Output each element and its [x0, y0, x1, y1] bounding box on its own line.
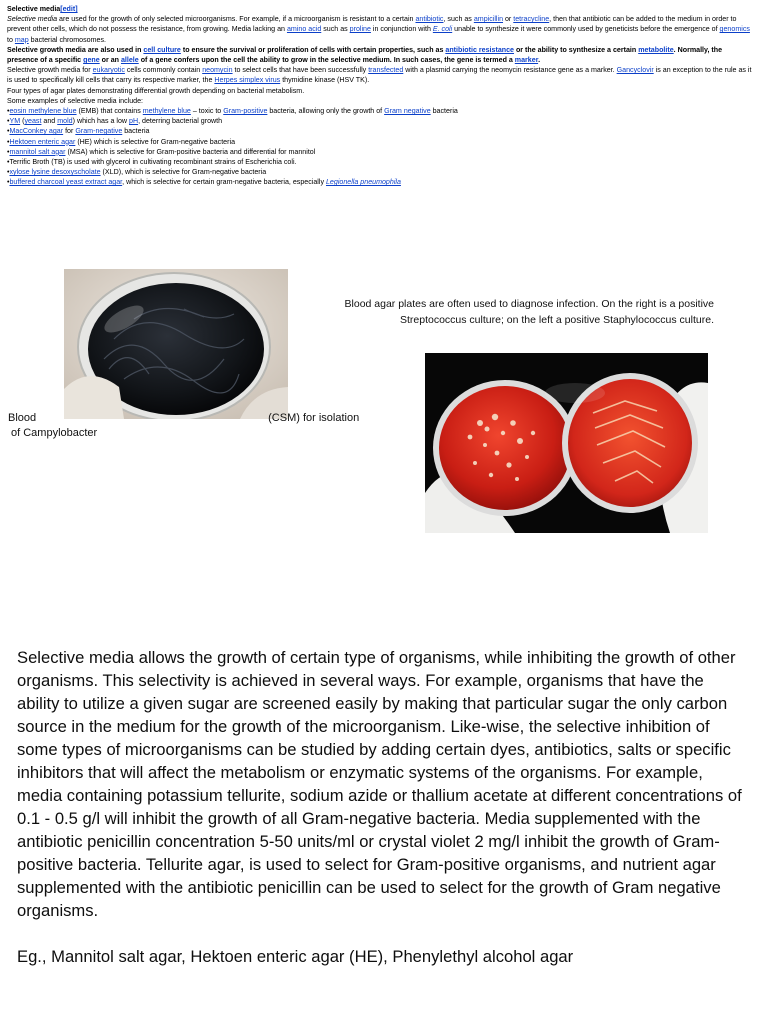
link-mold[interactable]: mold	[57, 117, 73, 126]
blood-agar-plates-graphic	[425, 353, 708, 533]
link-gram-negative[interactable]: Gram negative	[384, 107, 431, 116]
link-macconkey-agar[interactable]: MacConkey agar	[9, 127, 64, 136]
link-amino-acid[interactable]: amino acid	[286, 25, 322, 34]
link-map[interactable]: map	[14, 35, 29, 44]
black-agar-plate-graphic	[64, 269, 288, 419]
link-ampicillin[interactable]: ampicillin	[473, 15, 504, 24]
list-item-hektoen: •Hektoen enteric agar (HE) which is selective for Gram-negative bacteria	[7, 137, 236, 146]
link-yeast[interactable]: yeast	[24, 117, 42, 126]
examples-line: Eg., Mannitol salt agar, Hektoen enteric agar (HE), Phenylethyl alcohol agar	[17, 947, 574, 966]
link-neomycin[interactable]: neomycin	[202, 66, 233, 75]
link-legionella[interactable]: Legionella pneumophila	[325, 178, 401, 187]
wiki-paragraph-4: Four types of agar plates demonstrating differential growth depending on bacterial metabolism.	[7, 86, 305, 95]
link-eukaryotic[interactable]: eukaryotic	[92, 66, 125, 75]
link-transfected[interactable]: transfected	[368, 66, 404, 75]
list-item-emb: •eosin methylene blue (EMB) that contains methylene blue – toxic to Gram-positive bacteria, allowing only the growth of Gram negative bacteria	[7, 107, 458, 116]
link-ym[interactable]: YM	[9, 117, 21, 126]
link-methylene-blue[interactable]: methylene blue	[142, 107, 191, 116]
link-gram-negative-2[interactable]: Gram-negative	[75, 127, 123, 136]
wiki-paragraph-1: Selective media are used for the growth of only selected microorganisms. For example, if a microorganism is resistant to a certain antibiotic, such as ampicillin or tetracycline, then that antibiotic can be added to the medium in order to prevent other cells, which do not possess the resistance, from growing. Media lacking an amino acid such as proline in conjunction with E. coli unable to synthesize it were commonly used by geneticists before the emergence of genomics to map bacterial chromosomes.	[7, 15, 750, 44]
link-xylose-lysine[interactable]: xylose lysine desoxyscholate	[9, 168, 101, 177]
link-metabolite[interactable]: metabolite	[638, 45, 674, 54]
link-antibiotic-resistance[interactable]: antibiotic resistance	[445, 45, 514, 54]
wiki-paragraph-3: Selective growth media for eukaryotic cells commonly contain neomycin to select cells that have been successfully transfected with a plasmid carrying the neomycin resistance gene as a marker. Gancyclovir is an exception to the rule as it is used to specifically kill cells that carry its respective marker, the Herpes simplex virus thymidine kinase (HSV TK).	[7, 66, 752, 85]
link-ganciclovir[interactable]: Gancyclovir	[616, 66, 654, 75]
edit-link[interactable]: [edit]	[60, 5, 78, 13]
image-caption-2: Blood agar plates are often used to diagnose infection. On the right is a positive Streptococcus culture; on the left a positive Staphylococcus culture.	[344, 298, 714, 326]
list-item-macconkey: •MacConkey agar for Gram-negative bacteria	[7, 127, 150, 136]
link-ph[interactable]: pH	[129, 117, 139, 126]
link-tetracycline[interactable]: tetracycline	[513, 15, 550, 24]
link-antibiotic[interactable]: antibiotic	[415, 15, 444, 24]
wiki-paragraph-5: Some examples of selective media include:	[7, 96, 144, 105]
link-marker[interactable]: marker	[514, 56, 539, 65]
wiki-paragraph-2: Selective growth media are also used in cell culture to ensure the survival or proliferation of cells with certain properties, such as antibiotic resistance or the ability to synthesize a certain metabolite. Normally, the presence of a specific gene or an allele of a gene confers upon the cell the ability to grow in the selective medium. In such cases, the gene is termed a marker.	[7, 45, 723, 65]
link-e-coli[interactable]: E. coli	[432, 25, 453, 34]
list-item-xld: •xylose lysine desoxyscholate (XLD), which is selective for Gram-negative bacteria	[7, 168, 267, 177]
main-paragraph: Selective media allows the growth of certain type of organisms, while inhibiting the growth of other organisms. This selectivity is achieved in several ways. For example, organisms that have the ability to utilize a given sugar are screened easily by making that particular sugar the only carbon source in the medium for the growth of the microorganism. Like-wise, the selective inhibition of some types of microorganisms can be studied by adding certain dyes, antibiotics, salts or specific inhibitors that will affect the metabolism or enzymatic systems of the organisms. For example, media containing potassium tellurite, sodium azide or thallium acetate at different concentrations of 0.1 - 0.5 g/l will inhibit the growth of all Gram-negative bacteria. Media supplemented with the antibiotic penicillin concentration 5-50 units/ml or crystal violet 2 mg/l inhibit the growth of Gram-positive bacteria. Tellurite agar, is used to select for Gram-positive organisms, and nutrient agar supplemented with the antibiotic penicillin can be used to select for the growth of Gram negative organisms.	[17, 648, 742, 920]
list-item-terrific-broth: •Terrific Broth (TB) is used with glycerol in cultivating recombinant strains of Escherichia coli.	[7, 158, 297, 167]
list-item-mannitol: •mannitol salt agar (MSA) which is selective for Gram-positive bacteria and differential for mannitol	[7, 147, 316, 156]
wiki-excerpt	[7, 4, 755, 188]
link-proline[interactable]: proline	[349, 25, 371, 34]
list-item-bcye: •buffered charcoal yeast extract agar, which is selective for certain gram-negative bacteria, especially Legionella pneumophila	[7, 178, 401, 187]
blood-agar-plates-photo	[425, 353, 708, 533]
link-gene[interactable]: gene	[83, 56, 100, 65]
link-gram-positive[interactable]: Gram-positive	[223, 107, 268, 116]
link-eosin-methylene-blue[interactable]: eosin methylene blue	[9, 107, 77, 116]
link-genomics[interactable]: genomics	[719, 25, 750, 34]
link-buffered-charcoal[interactable]: buffered charcoal yeast extract agar	[9, 178, 123, 187]
black-agar-plate-photo	[64, 269, 288, 419]
list-item-ym: •YM (yeast and mold) which has a low pH, deterring bacterial growth	[7, 117, 223, 126]
link-herpes-simplex[interactable]: Herpes simplex virus	[214, 76, 281, 85]
link-allele[interactable]: allele	[120, 56, 139, 65]
link-hektoen-enteric-agar[interactable]: Hektoen enteric agar	[9, 137, 76, 146]
wiki-heading: Selective media[edit]	[7, 5, 78, 13]
link-mannitol-salt-agar[interactable]: mannitol salt agar	[9, 147, 66, 156]
image-caption-1: Blood (CSM) for isolation of Campylobacter	[8, 412, 360, 439]
link-cell-culture[interactable]: cell culture	[143, 45, 181, 54]
